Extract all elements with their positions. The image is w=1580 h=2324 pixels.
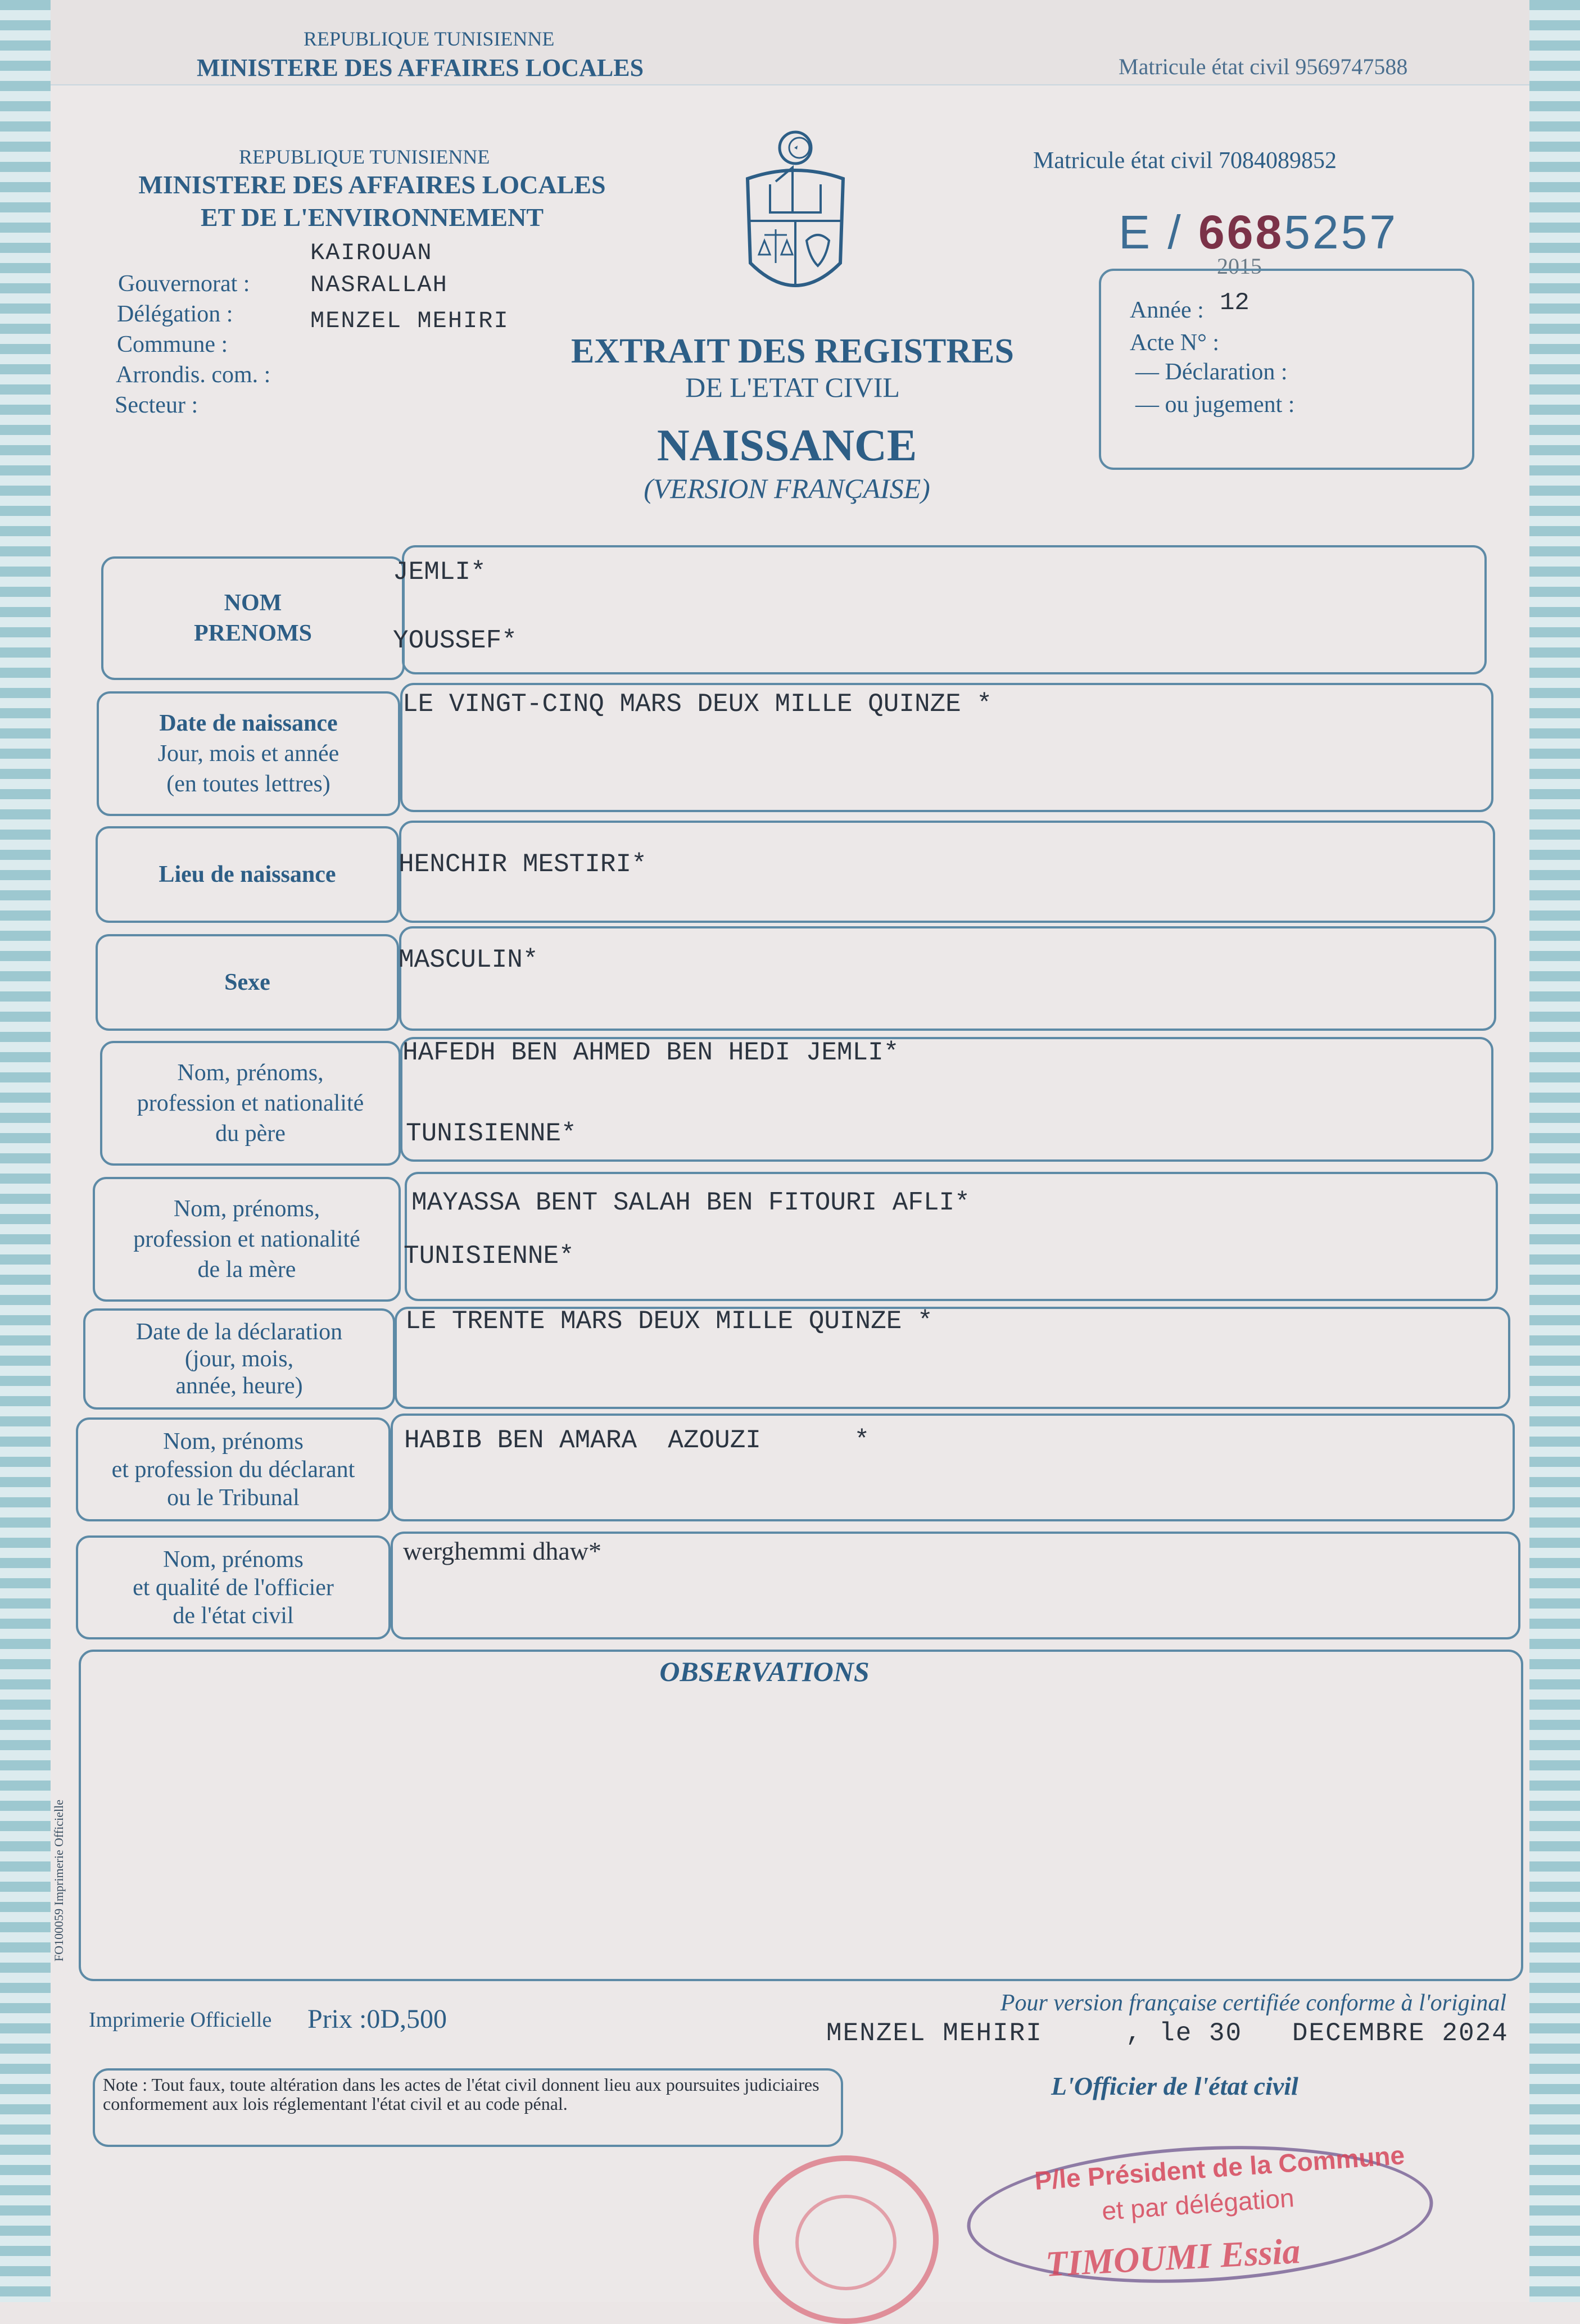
decorative-border-left xyxy=(0,0,51,2302)
mother-label-line3: de la mère xyxy=(197,1257,296,1283)
birthplace-label: Lieu de naissance xyxy=(96,826,399,923)
father-name-value: HAFEDH BEN AHMED BEN HEDI JEMLI* xyxy=(402,1038,899,1067)
declaration-date-label-line2: (jour, mois, xyxy=(184,1346,294,1372)
acte-number-label: Acte N° : xyxy=(1130,330,1220,356)
place-and-date: MENZEL MEHIRI , le 30 DECEMBRE 2024 xyxy=(826,2019,1509,2048)
ministry-label xyxy=(130,169,614,234)
declaration-label: — Déclaration : xyxy=(1135,359,1288,385)
arrondis-label: Arrondis. com. : xyxy=(116,362,271,388)
serial-blue-part: 5257 xyxy=(1284,206,1398,259)
sex-label: Sexe xyxy=(96,934,399,1031)
ministry-line2: ET DE L'ENVIRONNEMENT xyxy=(200,203,544,232)
dob-label-line3: (en toutes lettres) xyxy=(166,771,331,797)
document-subtitle: DE L'ETAT CIVIL xyxy=(685,372,900,403)
stamp-line1: P/le Président de la Commune xyxy=(1033,2140,1406,2195)
father-nationality-value: TUNISIENNE* xyxy=(406,1119,577,1148)
delegation-label: Délégation : xyxy=(117,301,233,327)
civil-officer-label-line3: de l'état civil xyxy=(173,1602,294,1629)
dob-value-box xyxy=(400,683,1493,812)
nom-value: JEMLI* xyxy=(393,558,486,587)
annee-value: 12 xyxy=(1220,289,1249,317)
civil-officer-value: werghemmi dhaw* xyxy=(403,1537,602,1565)
mother-label-line2: profession et nationalité xyxy=(133,1226,360,1252)
birthplace-value-box xyxy=(399,821,1495,923)
civil-officer-label-line2: et qualité de l'officier xyxy=(133,1574,334,1601)
commune-label: Commune : xyxy=(117,332,228,357)
dob-label xyxy=(97,691,400,816)
serial-red-part: 668 xyxy=(1198,206,1284,259)
nom-prenoms-label xyxy=(101,556,405,680)
printer-reference-vertical: FO100059 Imprimerie Officielle xyxy=(52,1800,66,1961)
civil-officer-label-line1: Nom, prénoms xyxy=(163,1546,304,1573)
version-label: (VERSION FRANÇAISE) xyxy=(644,473,930,504)
civil-officer-value-box xyxy=(391,1532,1520,1639)
gouvernorat-label: Gouvernorat : xyxy=(118,271,250,297)
serial-number xyxy=(1119,205,1398,260)
sex-value-box xyxy=(399,926,1496,1031)
top-matricule: Matricule état civil 9569747588 xyxy=(1119,54,1408,79)
officer-signature-label: L'Officier de l'état civil xyxy=(1051,2072,1298,2100)
mother-nationality-value: TUNISIENNE* xyxy=(404,1242,574,1271)
mother-name-value: MAYASSA BENT SALAH BEN FITOURI AFLI* xyxy=(411,1188,970,1217)
father-label-line1: Nom, prénoms, xyxy=(177,1060,324,1086)
sex-value: MASCULIN* xyxy=(399,945,538,975)
declarant-label-line1: Nom, prénoms xyxy=(163,1428,304,1455)
secteur-label: Secteur : xyxy=(115,392,198,418)
father-value-box xyxy=(400,1037,1493,1162)
declarant-value: HABIB BEN AMARA AZOUZI * xyxy=(404,1426,870,1455)
dob-value: LE VINGT-CINQ MARS DEUX MILLE QUINZE * xyxy=(402,690,992,719)
tunisia-coat-of-arms-icon xyxy=(725,128,866,314)
declarant-value-box xyxy=(391,1414,1515,1521)
official-seal-inner-ring xyxy=(795,2195,897,2290)
declarant-label-line2: et profession du déclarant xyxy=(111,1456,355,1483)
document-title: EXTRAIT DES REGISTRES xyxy=(571,332,1014,370)
stamp-signatory-name: TIMOUMI Essia xyxy=(1044,2231,1301,2284)
declaration-date-value-box xyxy=(395,1307,1510,1409)
prenoms-value: YOUSSEF* xyxy=(393,626,517,655)
father-label-line3: du père xyxy=(215,1121,286,1147)
price-label: Prix :0D,500 xyxy=(307,2004,447,2034)
father-label-line2: profession et nationalité xyxy=(137,1090,364,1116)
matricule-etat-civil: Matricule état civil 7084089852 xyxy=(1033,148,1337,174)
declaration-date-label-line3: année, heure) xyxy=(175,1373,303,1399)
dob-label-line1: Date de naissance xyxy=(159,710,338,736)
observations-box xyxy=(79,1650,1523,1981)
declaration-date-value: LE TRENTE MARS DEUX MILLE QUINZE * xyxy=(405,1307,933,1336)
mother-value-box xyxy=(405,1172,1498,1301)
declarant-label-line3: ou le Tribunal xyxy=(167,1484,300,1511)
legal-note: Note : Tout faux, toute altération dans les actes de l'état civil donnent lieu aux poursuites judiciaires conformement aux lois réglementant l'état civil et au code pénal. xyxy=(93,2068,843,2147)
nom-prenoms-value-box xyxy=(393,545,1487,674)
prenoms-label: PRENOMS xyxy=(194,620,312,646)
observations-title: OBSERVATIONS xyxy=(659,1656,870,1687)
top-ministry-label: MINISTERE DES AFFAIRES LOCALES xyxy=(197,54,644,81)
imprimerie-label: Imprimerie Officielle xyxy=(89,2008,272,2032)
serial-prefix: E / xyxy=(1119,206,1199,259)
birthplace-value: HENCHIR MESTIRI* xyxy=(399,850,647,879)
ministry-line1: MINISTERE DES AFFAIRES LOCALES xyxy=(138,170,606,199)
annee-label: Année : xyxy=(1130,297,1204,323)
father-label xyxy=(100,1041,401,1166)
civil-officer-label xyxy=(76,1535,391,1639)
dob-label-line2: Jour, mois et année xyxy=(157,741,339,767)
republic-label: REPUBLIQUE TUNISIENNE xyxy=(239,146,490,168)
declaration-date-label xyxy=(83,1308,395,1410)
delegation-value: NASRALLAH xyxy=(310,271,448,298)
top-republic-label: REPUBLIQUE TUNISIENNE xyxy=(304,28,555,50)
gouvernorat-value: KAIROUAN xyxy=(310,239,433,266)
declaration-date-label-line1: Date de la déclaration xyxy=(135,1319,343,1345)
serial-year-note: 2015 xyxy=(1217,253,1262,279)
jugement-label: — ou jugement : xyxy=(1135,392,1295,418)
declarant-label xyxy=(76,1417,391,1521)
nom-label: NOM xyxy=(224,590,282,616)
stamp-line2: et par délégation xyxy=(1101,2183,1296,2226)
mother-label xyxy=(93,1177,401,1302)
act-type-title: NAISSANCE xyxy=(657,421,917,470)
decorative-border-right xyxy=(1529,0,1580,2302)
commune-value: MENZEL MEHIRI xyxy=(310,307,509,334)
mother-label-line1: Nom, prénoms, xyxy=(173,1196,320,1222)
certification-text: Pour version française certifiée conforme à l'original xyxy=(1000,1990,1506,2016)
